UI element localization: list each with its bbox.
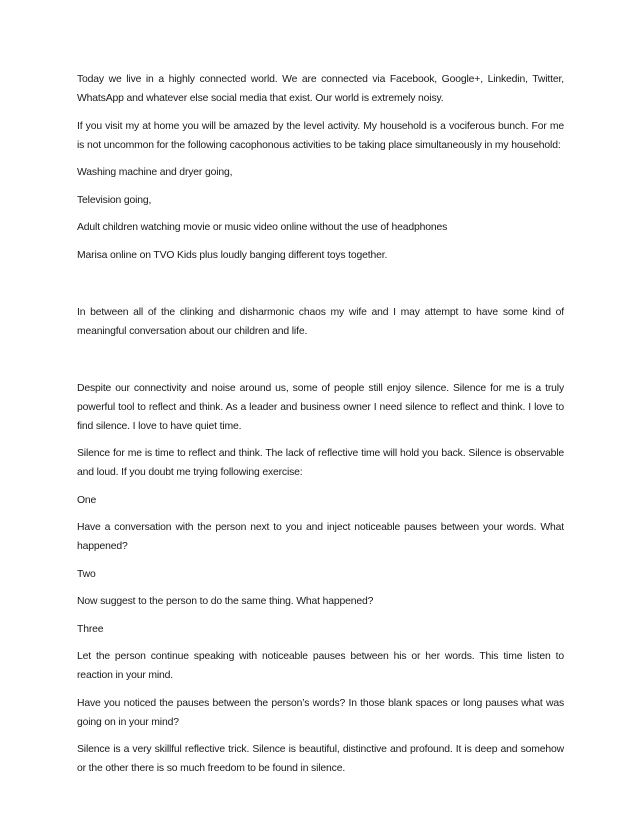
step-one-label: One (77, 494, 97, 506)
paragraph-pauses-question: Have you noticed the pauses between the person’s words? In those blank spaces or long pauses what was going on in your mind? (77, 697, 564, 728)
document-body (77, 70, 564, 787)
paragraph-chaos: In between all of the clinking and disharmonic chaos my wife and I may attempt to have some kind of meaningful conversation about our children and life. (77, 306, 564, 337)
paragraph-step-two: Now suggest to the person to do the same thing. What happened? (77, 596, 374, 607)
paragraph-silence-conclusion: Silence is a very skillful reflective trick. Silence is beautiful, distinctive and profound. It is deep and somehow or the other there is so much freedom to be found in silence. (77, 744, 564, 774)
paragraph-silence-reflect: Silence for me is time to reflect and think. The lack of reflective time will hold you back. Silence is observable and loud. If you doubt me trying following exercise: (77, 448, 564, 478)
paragraph-step-three: Let the person continue speaking with noticeable pauses between his or her words. This time listen to reaction in your mind. (77, 651, 564, 681)
paragraph-marisa: Marisa online on TVO Kids plus loudly banging different toys together. (77, 249, 388, 261)
paragraph-television: Television going, (77, 194, 152, 206)
paragraph-household: If you visit my at home you will be amazed by the level activity. My household is a vociferous bunch. For me is not uncommon for the following cacophonous activities to be taking place simultaneously in my household: (77, 120, 564, 151)
paragraph-connectivity: Despite our connectivity and noise around us, some of people still enjoy silence. Silence for me is a truly powerful tool to reflect and think. As a leader and business owner I need silence to reflect and think. I love to find silence. I love to have quiet time. (77, 382, 564, 432)
paragraph-intro: Today we live in a highly connected world. We are connected via Facebook, Google+, Linkedin, Twitter, WhatsApp and whatever else social media that exist. Our world is extremely noisy. (77, 74, 564, 104)
step-two-label: Two (77, 568, 96, 580)
paragraph-washing-machine: Washing machine and dryer going, (77, 167, 233, 178)
paragraph-step-one: Have a conversation with the person next to you and inject noticeable pauses between your words. What happened? (77, 522, 564, 552)
step-three-label: Three (77, 623, 104, 635)
paragraph-adult-children: Adult children watching movie or music video online without the use of headphones (77, 222, 448, 233)
